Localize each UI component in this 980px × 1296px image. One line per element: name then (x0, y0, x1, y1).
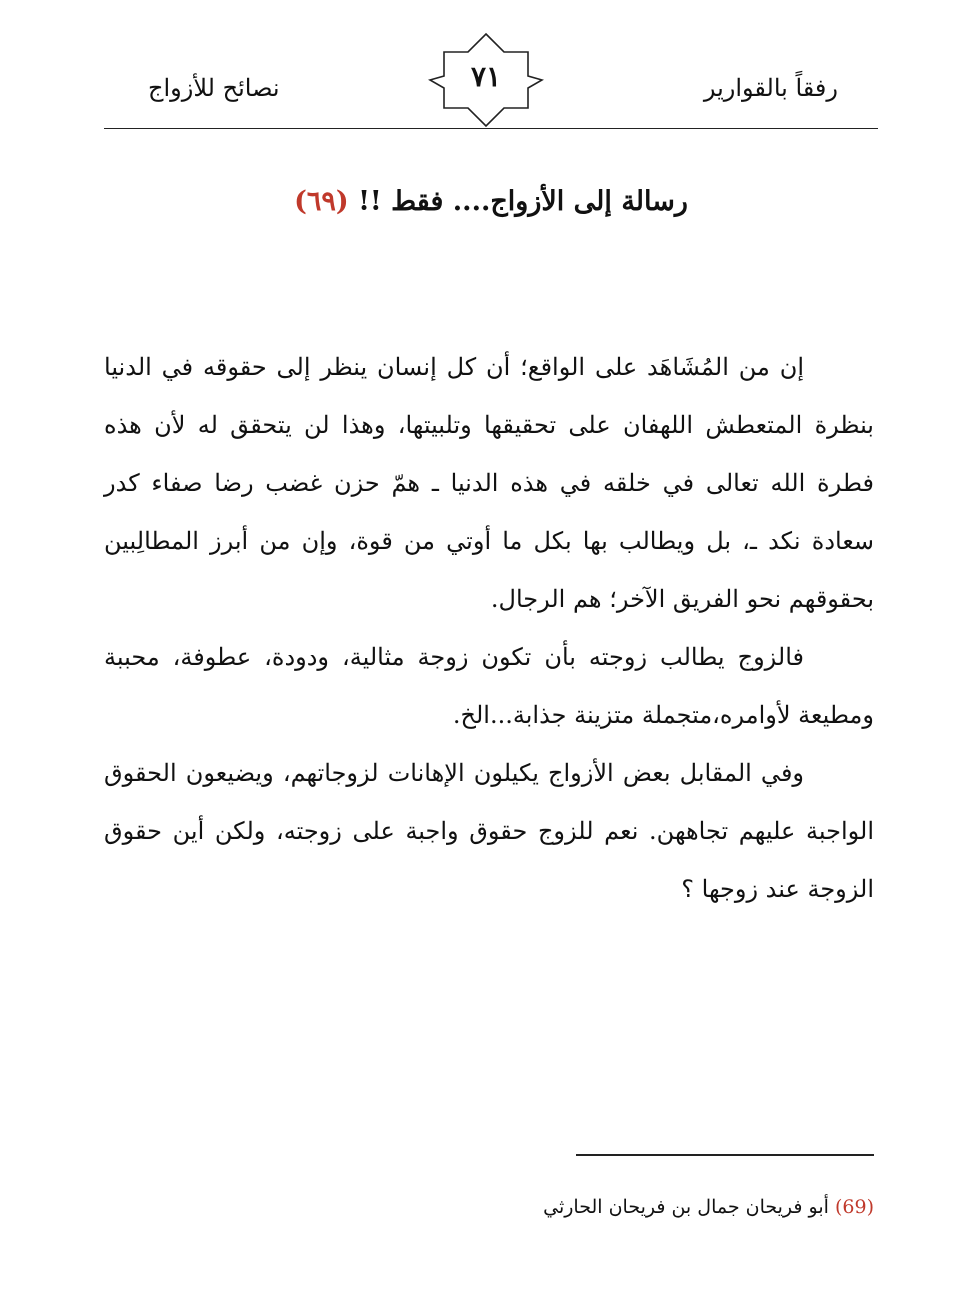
paragraph: وفي المقابل بعض الأزواج يكيلون الإهانات لزوجاتهم، ويضيعون الحقوق الواجبة عليهم تجاههن. نعم للزوج حقوق واجبة على زوجته، ولكن أين حقوق الزوجة عند زوجها ؟ (104, 759, 874, 903)
footnote-divider (576, 1154, 874, 1156)
header-divider (104, 128, 878, 129)
page-number-badge (428, 30, 544, 130)
footnote-reference: (٦٩) (294, 186, 349, 217)
header-chapter-title: نصائح للأزواج (148, 74, 280, 102)
paragraph: فالزوج يطالب زوجته بأن تكون زوجة مثالية، ودودة، عطوفة، محببة ومطيعة لأوامره،متجملة متزينة جذابة...الخ. (104, 643, 874, 729)
section-title (104, 186, 878, 217)
header-book-title: رفقاً بالقوارير (703, 74, 838, 102)
section-title-text: رسالة إلى الأزواج.... فقط !! (358, 186, 688, 217)
body-text (104, 338, 874, 918)
footnote-number: (69) (834, 1196, 874, 1218)
paragraph: إن من المُشَاهَد على الواقع؛ أن كل إنسان ينظر إلى حقوقه في الدنيا بنظرة المتعطش اللهفان على تحقيقها وتلبيتها، وهذا لن يتحقق له لأن هذه فطرة الله تعالى في خلقه في هذه الدنيا ـ همّ حزن غضب رضا صفاء كدر سعادة نكد ـ، بل ويطالب بها بكل ما أوتي من قوة، وإن من أبرز المطالِبين بحقوقهم نحو الفريق الآخر؛ هم الرجال. (104, 353, 874, 613)
footnote (274, 1196, 874, 1218)
page-number: ٧١ (470, 60, 502, 93)
footnote-text: أبو فريحان جمال بن فريحان الحارثي (543, 1196, 829, 1218)
